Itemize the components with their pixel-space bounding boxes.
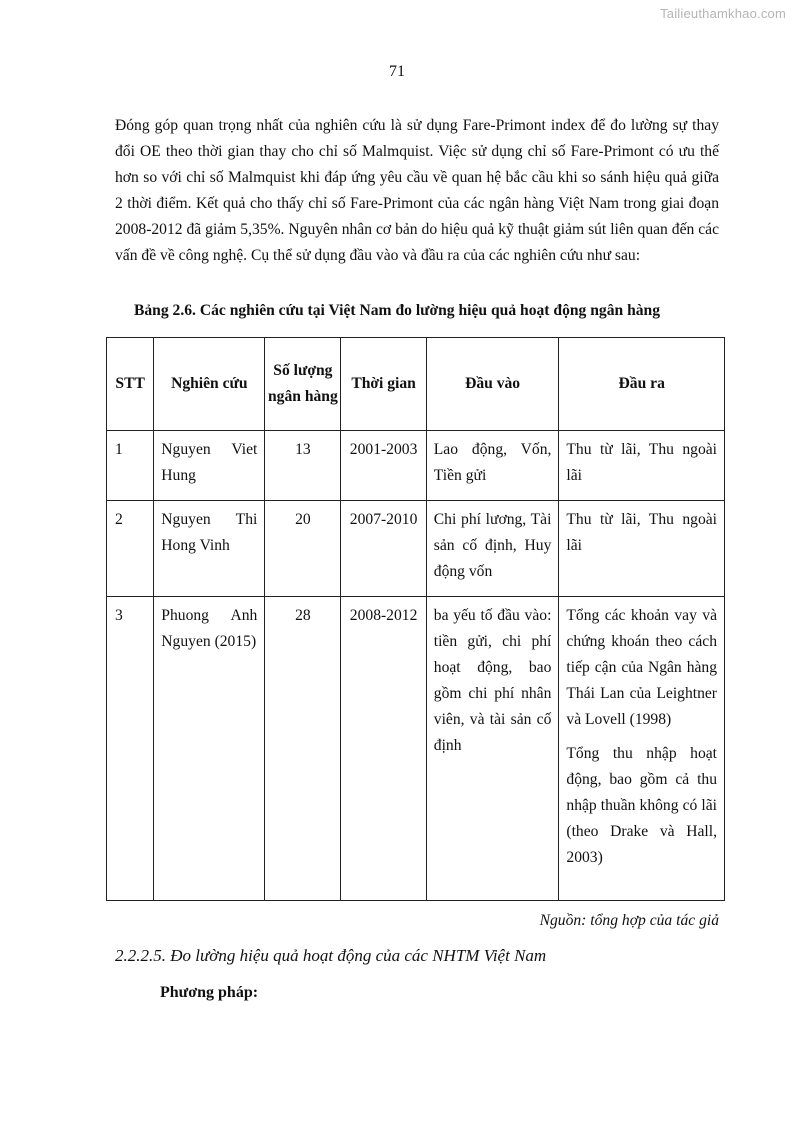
table-header-row xyxy=(107,338,725,431)
intro-paragraph: Đóng góp quan trọng nhất của nghiên cứu là sử dụng Fare-Primont index để đo lường sự thay đổi OE theo thời gian thay cho chỉ số Malmquist. Việc sử dụng chỉ số Fare-Primont có ưu thế hơn so với chỉ số Malmquist khi đáp ứng yêu cầu về quan hệ bắc cầu khi so sánh hiệu quả giữa 2 thời điểm. Kết quả cho thấy chỉ số Fare-Primont của các ngân hàng Việt Nam trong giai đoạn 2008-2012 đã giảm 5,35%. Nguyên nhân cơ bản do hiệu quả kỹ thuật giảm sút liên quan đến các vấn đề về công nghệ. Cụ thể sử dụng đầu vào và đầu ra của các nghiên cứu như sau: xyxy=(115,117,719,264)
header-stt: STT xyxy=(107,338,154,431)
watermark: Tailieuthamkhao.com xyxy=(660,6,786,21)
output-text: Thu từ lãi, Thu ngoài lãi xyxy=(566,441,717,484)
cell-stt: 2 xyxy=(107,501,154,597)
table-row xyxy=(107,501,725,597)
table-row xyxy=(107,597,725,901)
research-table xyxy=(106,337,725,901)
cell-outputs xyxy=(559,501,725,597)
cell-outputs xyxy=(559,597,725,901)
cell-bank-count: 20 xyxy=(265,501,341,597)
cell-bank-count: 28 xyxy=(265,597,341,901)
page-number: 71 xyxy=(389,63,405,80)
header-bank-count: Số lượng ngân hàng xyxy=(265,338,341,431)
cell-inputs: Lao động, Vốn, Tiền gửi xyxy=(426,431,559,501)
cell-period: 2008-2012 xyxy=(341,597,426,901)
cell-stt: 3 xyxy=(107,597,154,901)
method-label: Phương pháp: xyxy=(160,984,259,1001)
source-note: Nguồn: tổng hợp của tác giả xyxy=(539,912,719,929)
cell-outputs xyxy=(559,431,725,501)
cell-inputs: Chi phí lương, Tài sản cố định, Huy động vốn xyxy=(426,501,559,597)
table-row xyxy=(107,431,725,501)
output-text: Thu từ lãi, Thu ngoài lãi xyxy=(566,511,717,554)
cell-study: Nguyen Thi Hong Vinh xyxy=(154,501,265,597)
header-period: Thời gian xyxy=(341,338,426,431)
cell-period: 2007-2010 xyxy=(341,501,426,597)
header-inputs: Đầu vào xyxy=(426,338,559,431)
cell-inputs: ba yếu tố đầu vào: tiền gửi, chi phí hoạt động, bao gồm chi phí nhân viên, và tài sản cố định xyxy=(426,597,559,901)
cell-stt: 1 xyxy=(107,431,154,501)
cell-period: 2001-2003 xyxy=(341,431,426,501)
header-outputs: Đầu ra xyxy=(559,338,725,431)
section-heading: 2.2.2.5. Đo lường hiệu quả hoạt động của các NHTM Việt Nam xyxy=(115,946,547,965)
cell-study: Nguyen Viet Hung xyxy=(154,431,265,501)
cell-study: Phuong Anh Nguyen (2015) xyxy=(154,597,265,901)
output-text: Tổng các khoản vay và chứng khoán theo cách tiếp cận của Ngân hàng Thái Lan của Leightner và Lovell (1998) xyxy=(566,607,717,728)
header-study: Nghiên cứu xyxy=(154,338,265,431)
output-text: Tổng thu nhập hoạt động, bao gồm cả thu nhập thuần không có lãi (theo Drake và Hall, 2003) xyxy=(566,745,717,866)
cell-bank-count: 13 xyxy=(265,431,341,501)
table-caption: Bảng 2.6. Các nghiên cứu tại Việt Nam đo lường hiệu quả hoạt động ngân hàng xyxy=(133,302,661,319)
